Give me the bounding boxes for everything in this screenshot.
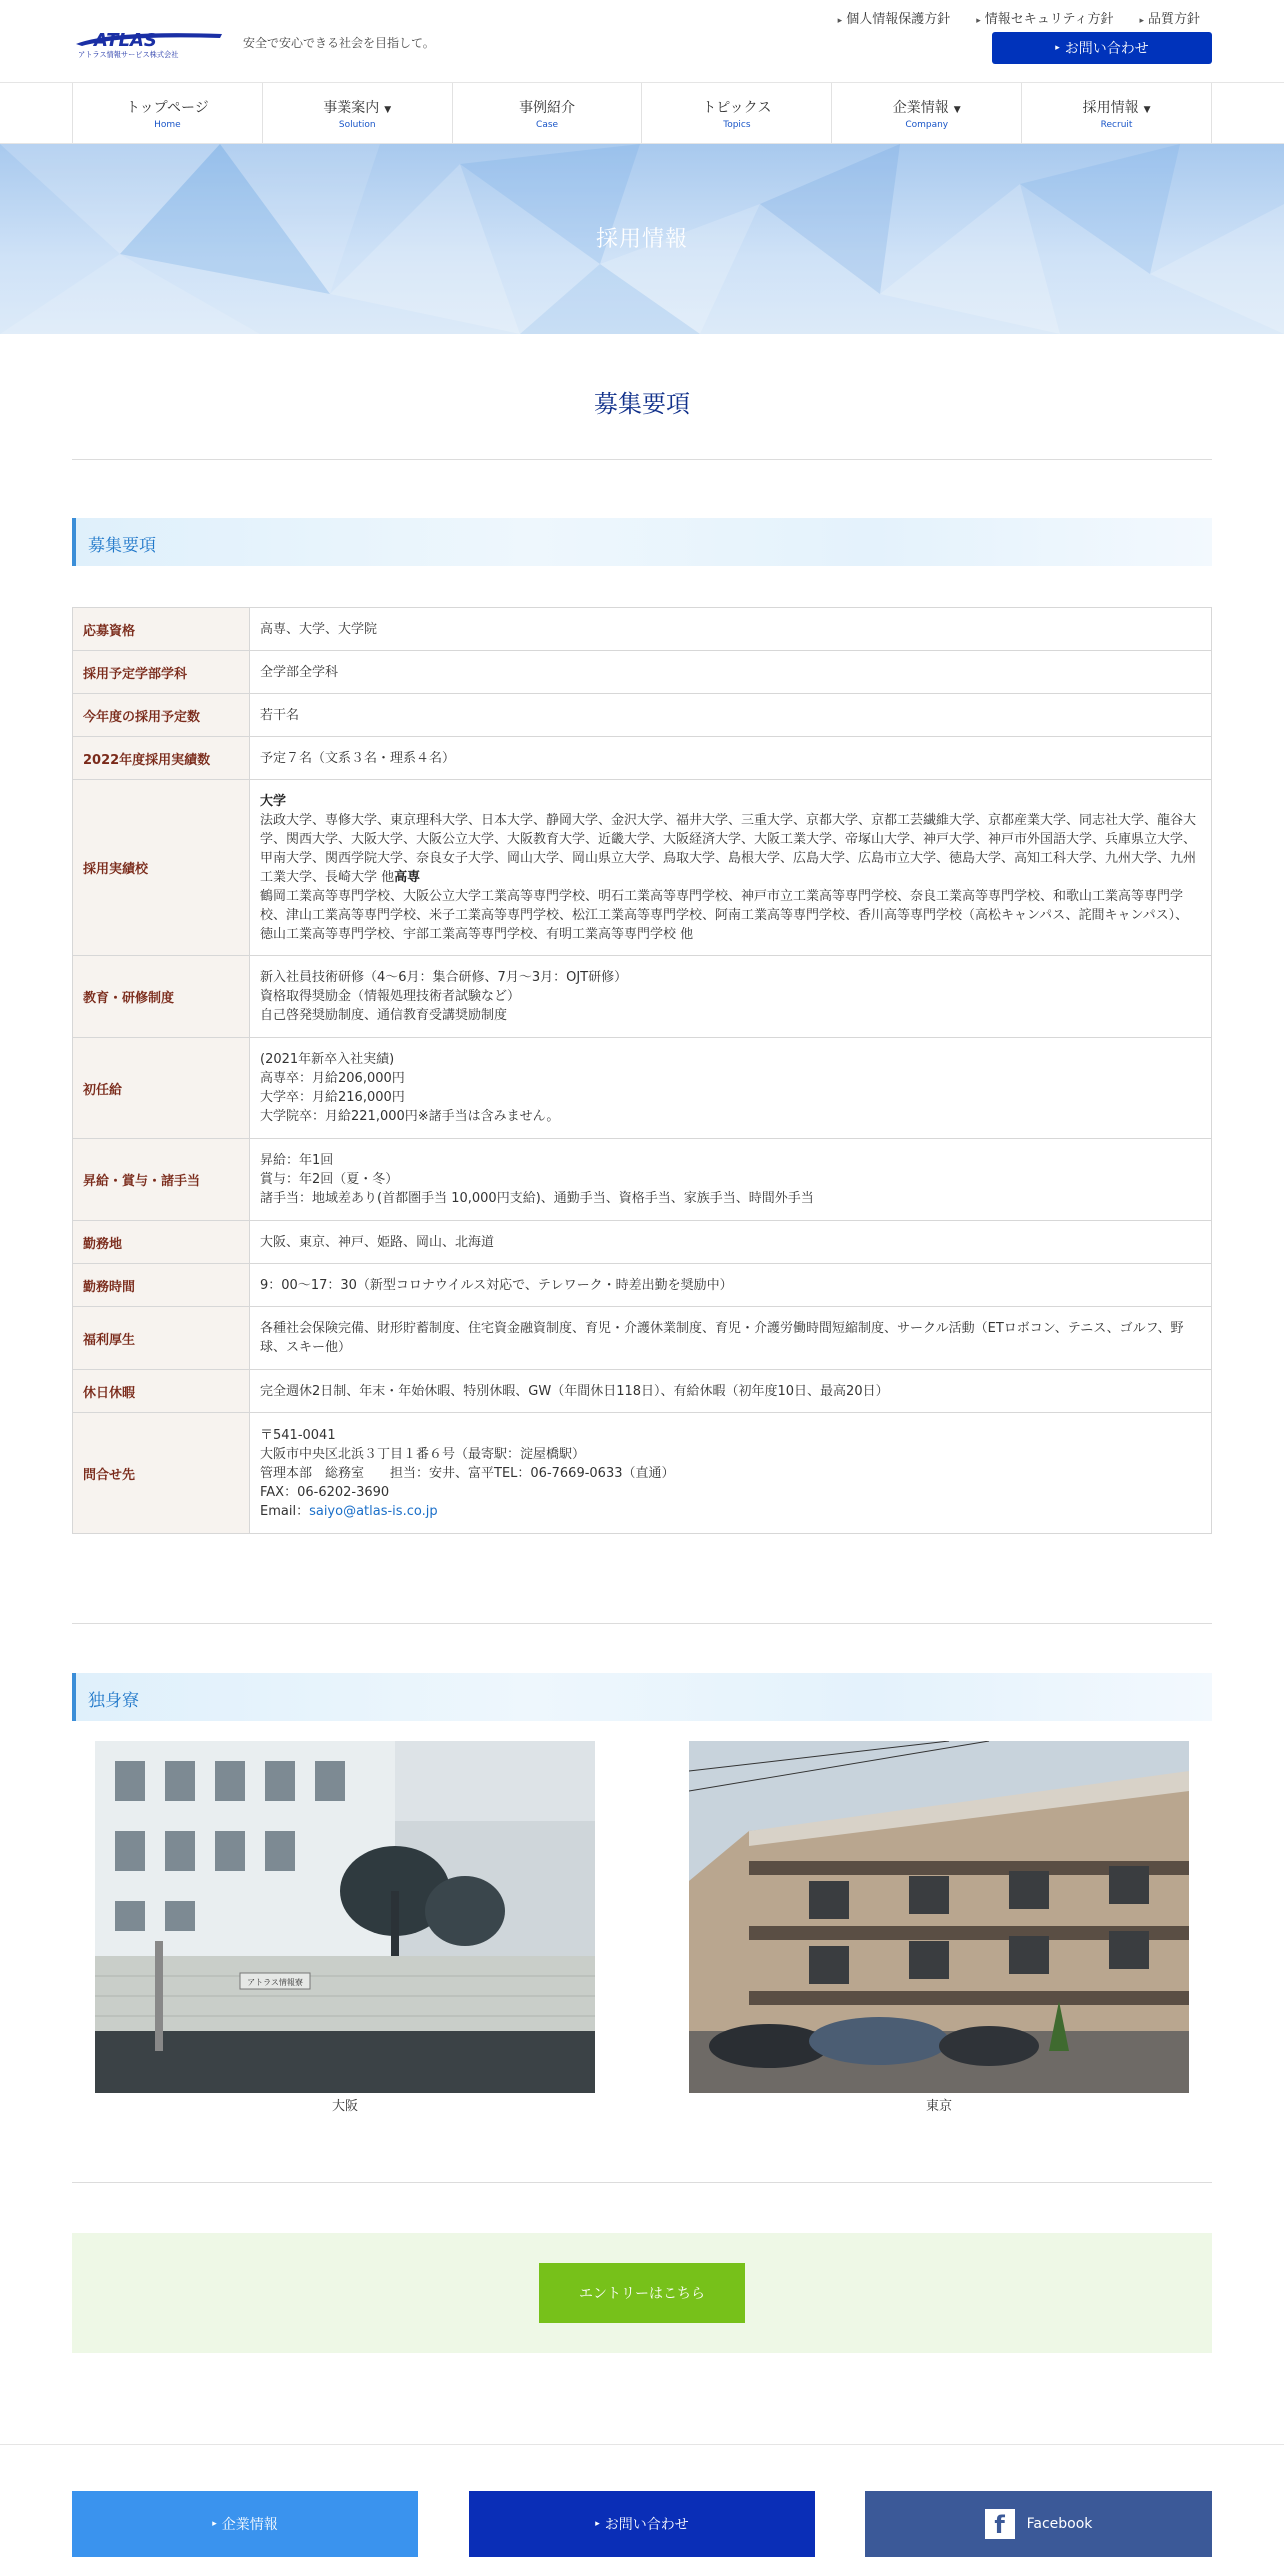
row-label: 採用実績校 [73,780,250,956]
row-value: 昇給：年1回 [260,1153,334,1168]
email-label: Email： [260,1503,310,1519]
caret-down-icon: ▼ [384,104,392,115]
table-row [73,956,1212,1038]
facebook-icon: f [985,2509,1015,2539]
footer-facebook-button[interactable] [865,2491,1212,2557]
facebook-label: Facebook [1026,2516,1093,2532]
nav-case-label: 事例紹介 [519,99,576,116]
svg-text:アトラス情報寮: アトラス情報寮 [247,1978,303,1987]
nav-solution-sub: Solution [338,119,376,130]
nav-topics-label: トピックス [702,99,772,116]
nav-topics-sub: Topics [723,119,751,130]
nav-case-sub: Case [536,119,559,130]
row-value: 大学院卒：月給221,000円※諸手当は含みません。 [260,1109,560,1124]
section-band-requirements [72,518,1212,566]
nav-item-company[interactable] [831,83,1021,143]
quality-policy-link[interactable]: ▸ 品質方針 [1139,8,1200,27]
row-value: 自己啓発奨励制度、通信教育受講奨励制度 [260,1008,508,1023]
divider [72,2182,1212,2183]
page-title: 募集要項 [594,390,690,418]
osaka-dorm-photo [95,1741,595,2093]
nav-home-sub: Home [154,119,181,130]
table-row [73,1413,1212,1534]
nav-item-case[interactable] [452,83,642,143]
row-value: 高専卒：月給206,000円 [260,1071,405,1086]
row-value: 新入社員技術研修（4～6月：集合研修、7月～3月：OJT研修） [260,970,628,985]
table-row [73,651,1212,694]
section-title: 募集要項 [88,536,156,556]
row-label: 休日休暇 [73,1370,250,1413]
table-row [73,737,1212,780]
table-row [73,1038,1212,1139]
table-row [73,1307,1212,1370]
privacy-policy-link[interactable]: ▸ 個人情報保護方針 [838,8,951,27]
header-contact-button[interactable]: ▸ お問い合わせ [992,32,1212,64]
osaka-caption: 大阪 [331,2099,358,2114]
nav-item-home[interactable] [72,83,262,143]
row-label: 2022年度採用実績数 [73,737,250,780]
university-list: 法政大学、専修大学、東京理科大学、日本大学、静岡大学、金沢大学、福井大学、三重大学、京都大学、京都工芸繊維大学、京都産業大学、同志社大学、龍谷大学、関西大学、大阪大学、大阪公立大学、大阪教育大学、近畿大学、大阪経済大学、大阪工業大学、帝塚山大学、神戸大学、神戸市外国語大学、兵庫県立大学、甲南大学、関西学院大学、奈良女子大学、岡山大学、岡山県立大学、鳥取大学、島根大学、広島大学、広島市立大学、徳島大学、高知工科大学、九州大学、九州工業大学、長崎大学 他 [260,812,1197,885]
row-label: 福利厚生 [73,1307,250,1370]
table-row [73,780,1212,956]
university-heading: 大学 [260,793,287,809]
caret-down-icon: ▼ [953,104,961,115]
row-value: 管理本部 総務室 担当：安井、富平TEL：06-7669-0633（直通） [260,1465,675,1481]
tagline: 安全で安心できる社会を目指して。 [243,36,435,50]
row-label: 勤務地 [73,1221,250,1264]
nav-recruit-sub: Recruit [1100,119,1133,130]
hero-banner [0,144,1284,334]
divider [72,459,1212,460]
row-value: 各種社会保険完備、財形貯蓄制度、住宅資金融資制度、育児・介護休業制度、育児・介護労働時間短縮制度、サークル活動（ETロボコン、テニス、ゴルフ、野球、スキー他） [260,1321,1184,1355]
row-value: 諸手当：地域差あり(首都圏手当 10,000円支給)、通勤手当、資格手当、家族手当、時間外手当 [260,1191,814,1206]
section-band-dormitory [72,1673,1212,1721]
requirements-table [72,607,1212,1534]
row-value: FAX：06-6202-3690 [260,1484,390,1500]
row-value: (2021年新卒入社実績) [260,1052,395,1067]
nav-company-label: 企業情報 [892,99,949,116]
nav-item-topics[interactable] [641,83,831,143]
entry-button[interactable]: エントリーはこちら [539,2263,745,2323]
table-row [73,608,1212,651]
top-links [838,8,1200,27]
divider [72,1623,1212,1624]
row-value: 大学卒：月給216,000円 [260,1090,405,1105]
tokyo-caption: 東京 [925,2099,952,2114]
nav-item-solution[interactable] [262,83,452,143]
tokyo-dorm-photo [689,1741,1189,2093]
nav-company-sub: Company [905,119,949,130]
footer-divider [0,2444,1284,2445]
row-value: 高専、大学、大学院 [260,621,378,637]
nav-item-recruit[interactable] [1021,83,1212,143]
footer-contact-button[interactable]: ▸ お問い合わせ [469,2491,815,2557]
nav-home-label: トップページ [126,99,209,116]
row-label: 応募資格 [73,608,250,651]
row-label: 問合せ先 [73,1413,250,1534]
footer-company-button[interactable]: ▸ 企業情報 [72,2491,418,2557]
row-value: 全学部全学科 [260,664,339,680]
row-value: 大阪、東京、神戸、姫路、岡山、北海道 [260,1234,495,1250]
email-link[interactable]: saiyo@atlas-is.co.jp [309,1503,438,1519]
row-label: 勤務時間 [73,1264,250,1307]
main-nav [72,83,1212,143]
row-value: 〒541-0041 [260,1427,336,1443]
hero-title: 採用情報 [595,227,688,252]
table-row [73,1370,1212,1413]
row-value: 9：00～17：30（新型コロナウイルス対応で、テレワーク・時差出勤を奨励中） [260,1277,733,1293]
table-row [73,1139,1212,1221]
kosen-list: 鶴岡工業高等専門学校、大阪公立大学工業高等専門学校、明石工業高等専門学校、神戸市立工業高等専門学校、奈良工業高等専門学校、和歌山工業高等専門学校、津山工業高等専門学校、米子工業高等専門学校、松江工業高等専門学校、阿南工業高等専門学校、香川高等専門学校（高松キャンパス、詫間キャンパス）、徳山工業高等専門学校、宇部工業高等専門学校、有明工業高等専門学校 他 [260,888,1189,942]
row-value: 賞与：年2回（夏・冬） [260,1172,399,1187]
section-title: 独身寮 [88,1691,139,1711]
site-header [0,0,1284,83]
row-label: 初任給 [73,1038,250,1139]
row-label: 教育・研修制度 [73,956,250,1038]
row-value: 大阪市中央区北浜３丁目１番６号（最寄駅：淀屋橋駅） [260,1446,586,1462]
row-value: 若干名 [260,707,300,723]
table-row [73,1221,1212,1264]
table-row [73,694,1212,737]
nav-recruit-label: 採用情報 [1082,99,1139,116]
svg-text:アトラス情報サービス株式会社: アトラス情報サービス株式会社 [78,50,179,59]
caret-down-icon: ▼ [1143,104,1151,115]
svg-text:ATLAS: ATLAS [94,30,157,51]
table-row [73,1264,1212,1307]
row-label: 今年度の採用予定数 [73,694,250,737]
nav-solution-label: 事業案内 [323,99,380,116]
security-policy-link[interactable]: ▸ 情報セキュリティ方針 [976,8,1113,27]
atlas-logo[interactable] [72,26,224,60]
kosen-heading: 高専 [394,869,421,885]
row-value: 完全週休2日制、年末・年始休暇、特別休暇、GW（年間休日118日）、有給休暇（初年度10日、最高20日） [260,1383,889,1399]
row-label: 昇給・賞与・諸手当 [73,1139,250,1221]
row-value: 資格取得奨励金（情報処理技術者試験など） [260,989,521,1004]
row-label: 採用予定学部学科 [73,651,250,694]
row-value: 予定７名（文系３名・理系４名） [260,750,456,766]
